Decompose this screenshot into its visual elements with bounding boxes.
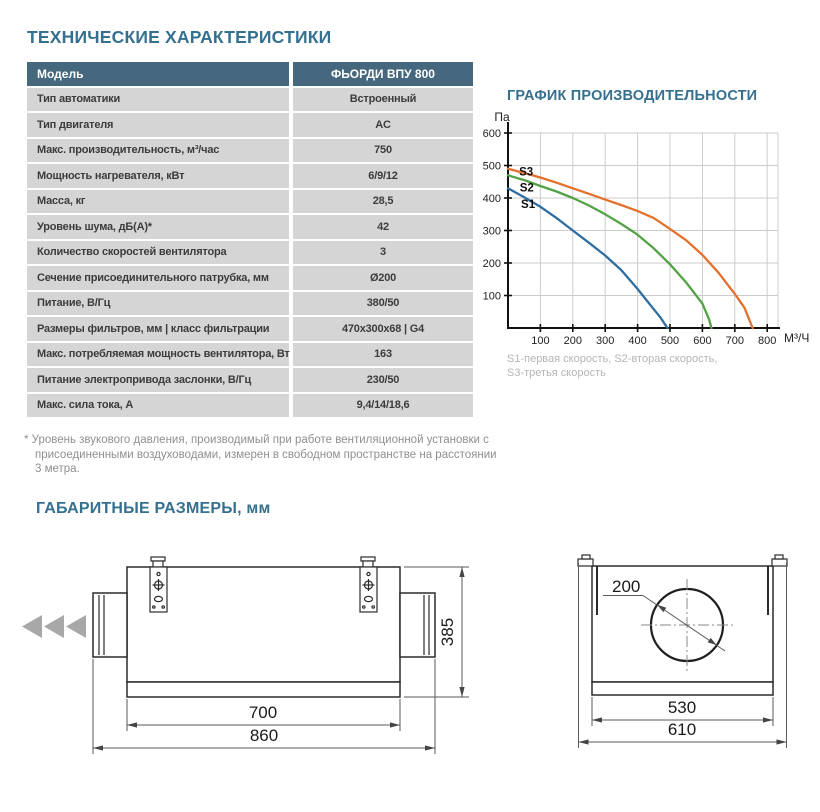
spec-row	[27, 317, 473, 341]
left-tab	[578, 559, 593, 566]
specs-table-body	[27, 88, 473, 418]
spec-row-label: Макс. сила тока, А	[27, 394, 289, 418]
mounting-bracket	[360, 557, 377, 612]
dim-width-860: 860	[249, 726, 279, 745]
curve-label-S1: S1	[521, 198, 536, 211]
footnote: * Уровень звукового давления, производимый при работе вентиляционной установки с присоединенными воздуховодами, измерен в свободном пространстве на расстоянии 3 метра.	[24, 434, 497, 476]
spec-row	[27, 266, 473, 290]
spec-row-value: Встроенный	[293, 88, 473, 112]
specs-title: ТЕХНИЧЕСКИЕ ХАРАКТЕРИСТИКИ	[27, 27, 332, 47]
spec-row-value: 750	[293, 139, 473, 163]
y-tick-label: 200	[482, 258, 501, 270]
dim-width-610: 610	[667, 720, 697, 739]
y-tick-label: 400	[482, 193, 501, 205]
x-tick-label: 800	[758, 335, 777, 347]
left-duct-spigot	[93, 593, 127, 657]
spec-row	[27, 215, 473, 239]
x-tick-label: 400	[628, 335, 647, 347]
chart-caption-line1: S1-первая скорость, S2-вторая скорость,	[507, 353, 718, 365]
spec-row-value: 6/9/12	[293, 164, 473, 188]
x-tick-label: 300	[596, 335, 615, 347]
spec-row-value: 28,5	[293, 190, 473, 214]
spec-row-value: 3	[293, 241, 473, 265]
front-view-drawing	[540, 550, 810, 780]
specs-table-header-row	[27, 62, 473, 86]
mounting-bracket	[150, 557, 167, 612]
chart-caption-line2: S3-третья скорость	[507, 367, 606, 380]
right-tab	[772, 559, 787, 566]
spec-row-label: Макс. производительность, м³/час	[27, 139, 289, 163]
x-tick-label: 700	[725, 335, 744, 347]
spec-row-label: Количество скоростей вентилятора	[27, 241, 289, 265]
spec-row-label: Тип двигателя	[27, 113, 289, 137]
x-tick-label: 100	[531, 335, 550, 347]
dimensions-title: ГАБАРИТНЫЕ РАЗМЕРЫ, мм	[36, 500, 271, 517]
spec-row-label: Уровень шума, дБ(А)*	[27, 215, 289, 239]
right-duct-spigot	[400, 593, 435, 657]
dim-width-700: 700	[248, 703, 278, 722]
spec-row	[27, 139, 473, 163]
spec-row-value: 230/50	[293, 368, 473, 392]
curve-S3	[508, 169, 753, 328]
chart-title: ГРАФИК ПРОИЗВОДИТЕЛЬНОСТИ	[507, 88, 758, 104]
dim-width-530: 530	[667, 698, 697, 717]
y-tick-label: 600	[482, 128, 501, 140]
unit-body	[127, 567, 400, 682]
spec-row-value: 42	[293, 215, 473, 239]
spec-row-value: Ø200	[293, 266, 473, 290]
spec-row-label: Питание, В/Гц	[27, 292, 289, 316]
spec-row-value: 470х300х68 | G4	[293, 317, 473, 341]
y-axis-unit: Па	[494, 110, 510, 124]
x-axis-unit: М³/Ч	[784, 331, 810, 345]
spec-row	[27, 190, 473, 214]
x-tick-label: 200	[563, 335, 582, 347]
x-tick-label: 500	[660, 335, 680, 347]
spec-row-label: Масса, кг	[27, 190, 289, 214]
spec-row-label: Питание электропривода заслонки, В/Гц	[27, 368, 289, 392]
spec-row	[27, 241, 473, 265]
spec-row	[27, 164, 473, 188]
spec-row	[27, 394, 473, 418]
chart-caption	[507, 352, 717, 380]
x-tick-label: 600	[693, 335, 712, 347]
spec-row-value: 9,4/14/18,6	[293, 394, 473, 418]
spec-row	[27, 343, 473, 367]
y-tick-label: 300	[482, 225, 501, 238]
spec-row-value: AC	[293, 113, 473, 137]
spec-row-value: 380/50	[293, 292, 473, 316]
y-tick-label: 100	[482, 290, 501, 303]
y-tick-label: 500	[482, 160, 501, 173]
specs-table	[27, 62, 473, 419]
spec-row-label: Тип автоматики	[27, 88, 289, 112]
spec-row	[27, 113, 473, 137]
airflow-arrows-icon	[22, 615, 86, 638]
spec-row	[27, 368, 473, 392]
unit-front-rail	[592, 682, 773, 695]
spec-row-value: 163	[293, 343, 473, 367]
side-view-drawing	[20, 550, 480, 780]
spec-row	[27, 88, 473, 112]
unit-bottom-rail	[127, 682, 400, 697]
curve-label-S3: S3	[519, 166, 534, 179]
spec-row-label: Макс. потребляемая мощность вентилятора, Вт	[27, 343, 289, 367]
spec-row	[27, 292, 473, 316]
spec-row-label: Мощность нагревателя, кВт	[27, 164, 289, 188]
dim-diameter-200: 200	[612, 577, 641, 596]
spec-row-label: Размеры фильтров, мм | класс фильтрации	[27, 317, 289, 341]
dim-height-385: 385	[438, 617, 457, 647]
specs-header-value: ФЬОРДИ ВПУ 800	[293, 62, 473, 86]
spec-row-label: Сечение присоединительного патрубка, мм	[27, 266, 289, 290]
curve-label-S2: S2	[519, 182, 534, 195]
specs-header-label: Модель	[27, 62, 289, 86]
performance-chart	[480, 108, 820, 358]
